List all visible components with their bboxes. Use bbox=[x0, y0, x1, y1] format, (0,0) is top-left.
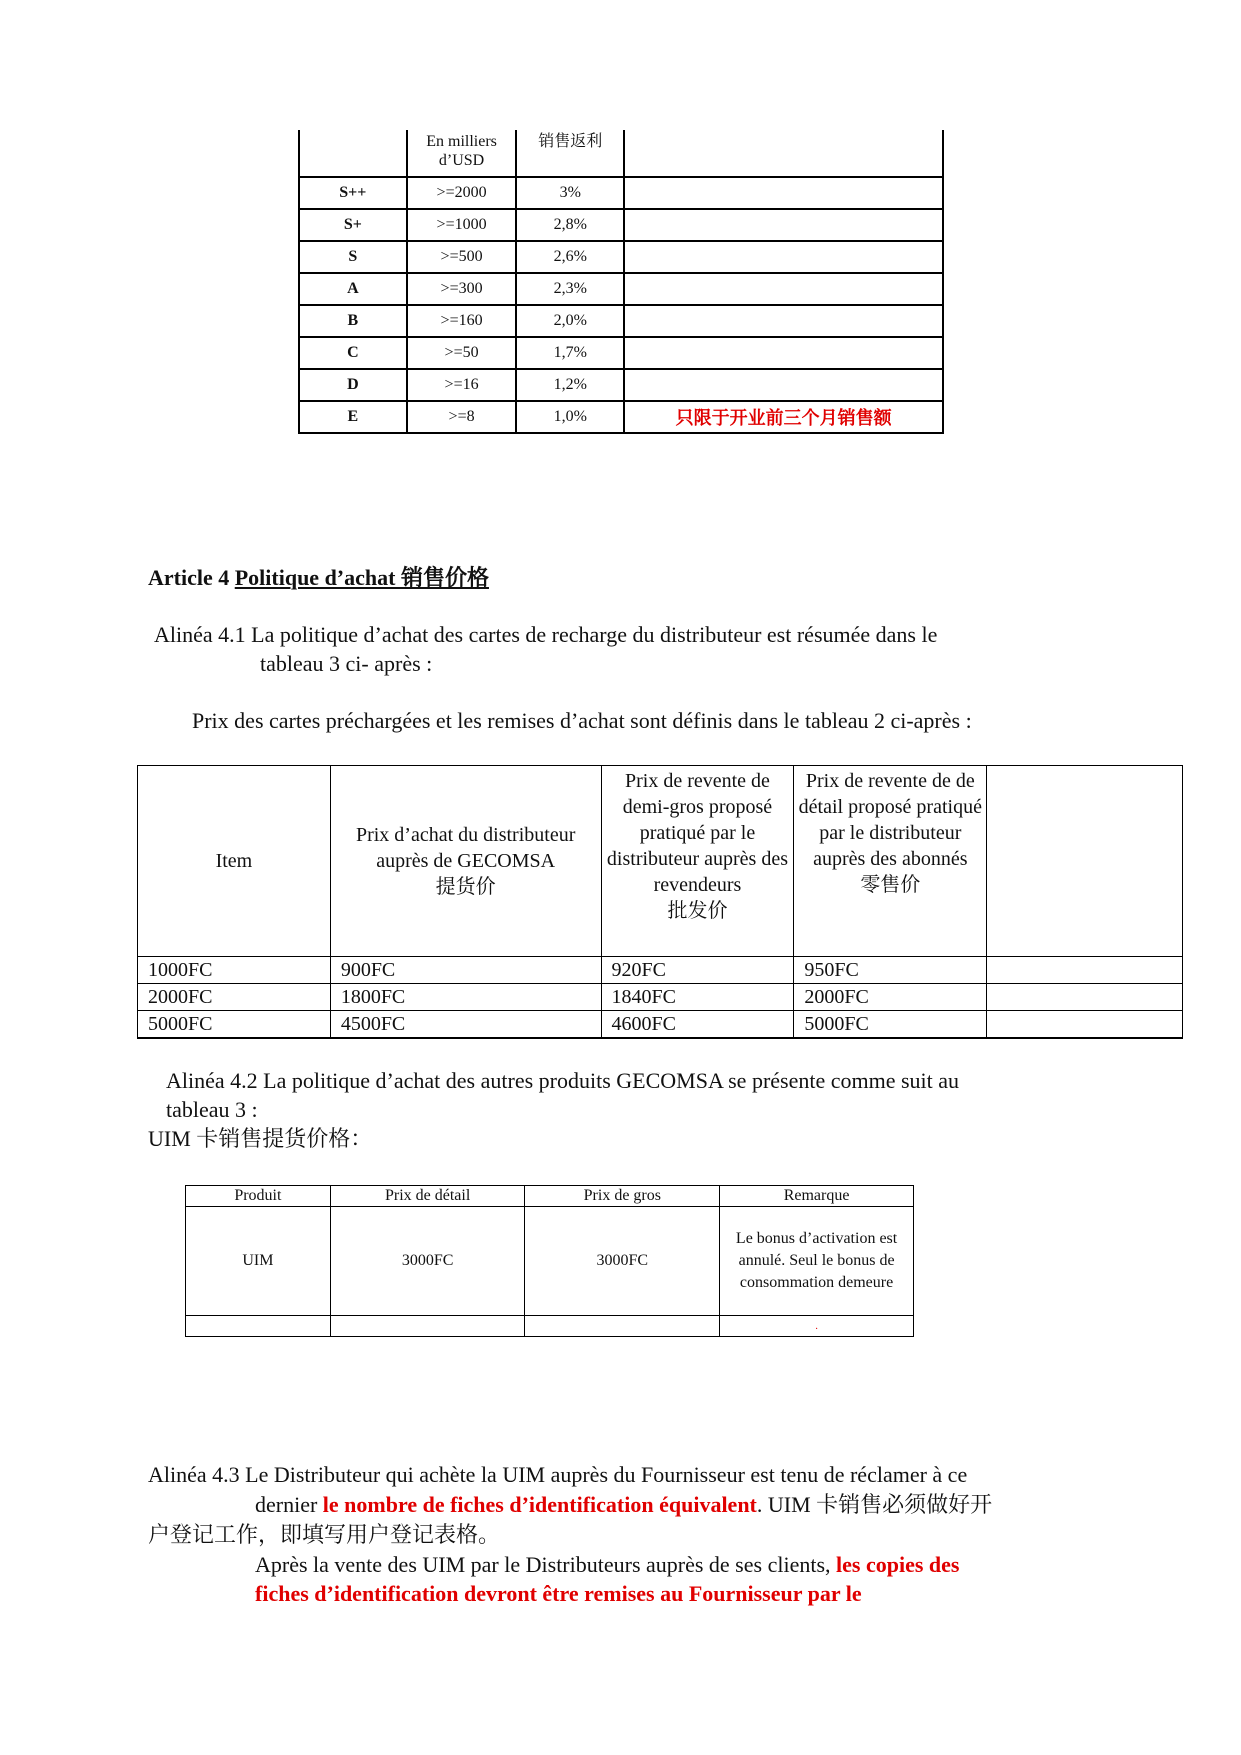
threshold-cell: >=1000 bbox=[407, 209, 517, 241]
rebate-table bbox=[298, 130, 944, 434]
purchase-price-cell: 4500FC bbox=[330, 1011, 601, 1039]
threshold-cell: >=2000 bbox=[407, 177, 517, 209]
retail-price-cell: 5000FC bbox=[794, 1011, 987, 1039]
alinea-4-3-text: Après la vente des UIM par le Distributeurs auprès de ses clients, bbox=[255, 1552, 837, 1577]
threshold-cell: >=16 bbox=[407, 369, 517, 401]
header-cell: Prix de gros bbox=[525, 1186, 720, 1207]
wholesale-price-cell: 920FC bbox=[601, 957, 794, 984]
alinea-4-2-line1: Alinéa 4.2 La politique d’achat des autres produits GECOMSA se présente comme suit au bbox=[166, 1068, 960, 1093]
threshold-cell: >=8 bbox=[407, 401, 517, 433]
note-cell bbox=[624, 369, 943, 401]
table-row bbox=[299, 209, 943, 241]
threshold-cell: >=300 bbox=[407, 273, 517, 305]
rate-cell: 1,2% bbox=[516, 369, 624, 401]
rate-cell: 2,0% bbox=[516, 305, 624, 337]
header-cell: Prix de détail bbox=[330, 1186, 525, 1207]
note-cell bbox=[624, 209, 943, 241]
table-row bbox=[186, 1316, 914, 1337]
article-title: Politique d’achat 销售价格 bbox=[234, 565, 489, 590]
retail-price-cell: 3000FC bbox=[330, 1207, 525, 1316]
item-cell: 5000FC bbox=[138, 1011, 331, 1039]
table-row bbox=[299, 241, 943, 273]
wholesale-price-cell: 4600FC bbox=[601, 1011, 794, 1039]
alinea-4-1-line2: tableau 3 ci- après : bbox=[260, 651, 433, 676]
tier-cell: S+ bbox=[299, 209, 407, 241]
header-cell: Prix d’achat du distributeur auprès de GECOMSA 提货价 bbox=[330, 766, 601, 957]
note-cell bbox=[624, 241, 943, 273]
rate-cell: 3% bbox=[516, 177, 624, 209]
remark-cell: Le bonus d’activation est annulé. Seul le bonus de consommation demeure bbox=[720, 1207, 914, 1316]
retail-price-cell: 2000FC bbox=[794, 984, 987, 1011]
table-row bbox=[299, 177, 943, 209]
header-cell: Prix de revente de demi-gros proposé pratiqué par le distributeur auprès des revendeurs 批发价 bbox=[601, 766, 794, 957]
alinea-4-3-line3: 户登记工作，即填写用户登记表格。 bbox=[148, 1522, 501, 1547]
empty-cell bbox=[987, 984, 1183, 1011]
table-row bbox=[299, 401, 943, 433]
note-cell bbox=[624, 337, 943, 369]
table-row bbox=[299, 305, 943, 337]
alinea-4-3-highlight: les copies des bbox=[836, 1552, 960, 1577]
empty-cell bbox=[330, 1316, 525, 1337]
rebate-table-header bbox=[299, 130, 943, 177]
rate-cell: 1,0% bbox=[516, 401, 624, 433]
retail-price-cell: 950FC bbox=[794, 957, 987, 984]
uim-table-header bbox=[186, 1186, 914, 1207]
prices-intro: Prix des cartes préchargées et les remises d’achat sont définis dans le tableau 2 ci-après : bbox=[192, 708, 972, 733]
table-row bbox=[299, 273, 943, 305]
wholesale-price-cell: 3000FC bbox=[525, 1207, 720, 1316]
threshold-cell: >=50 bbox=[407, 337, 517, 369]
rate-cell: 2,6% bbox=[516, 241, 624, 273]
empty-cell bbox=[525, 1316, 720, 1337]
article-heading bbox=[148, 561, 489, 592]
table-row bbox=[299, 337, 943, 369]
product-cell: UIM bbox=[186, 1207, 331, 1316]
threshold-cell: >=160 bbox=[407, 305, 517, 337]
empty-mark-cell: . bbox=[720, 1316, 914, 1337]
alinea-4-3-text: dernier bbox=[255, 1492, 323, 1517]
price-table-header bbox=[138, 766, 1183, 957]
header-cell: Item bbox=[138, 766, 331, 957]
item-cell: 2000FC bbox=[138, 984, 331, 1011]
table-row bbox=[186, 1207, 914, 1316]
purchase-price-cell: 1800FC bbox=[330, 984, 601, 1011]
alinea-4-3-line5: fiches d’identification devront être remises au Fournisseur par le bbox=[255, 1581, 862, 1606]
header-cell bbox=[987, 766, 1183, 957]
purchase-price-cell: 900FC bbox=[330, 957, 601, 984]
table-row bbox=[138, 984, 1183, 1011]
tier-cell: A bbox=[299, 273, 407, 305]
uim-caption: UIM 卡销售提货价格： bbox=[148, 1126, 373, 1151]
table-row bbox=[138, 957, 1183, 984]
note-cell bbox=[624, 305, 943, 337]
item-cell: 1000FC bbox=[138, 957, 331, 984]
table-row bbox=[299, 369, 943, 401]
alinea-4-3-highlight: le nombre de fiches d’identification équivalent bbox=[322, 1492, 757, 1517]
alinea-4-3-text: . UIM 卡销售必须做好开 bbox=[756, 1492, 993, 1517]
note-cell bbox=[624, 177, 943, 209]
price-table bbox=[137, 765, 1183, 1039]
empty-cell bbox=[987, 1011, 1183, 1039]
alinea-4-3-line2 bbox=[255, 1490, 992, 1519]
header-cell: Produit bbox=[186, 1186, 331, 1207]
header-cell: Remarque bbox=[720, 1186, 914, 1207]
header-cell: Prix de revente de de détail proposé pratiqué par le distributeur auprès des abonnés 零售价 bbox=[794, 766, 987, 957]
tier-cell: S bbox=[299, 241, 407, 273]
header-cell bbox=[299, 130, 407, 177]
rate-cell: 2,8% bbox=[516, 209, 624, 241]
note-cell bbox=[624, 273, 943, 305]
header-cell: 销售返利 bbox=[516, 130, 624, 177]
article-label: Article 4 bbox=[148, 565, 235, 590]
tier-cell: E bbox=[299, 401, 407, 433]
tier-cell: S++ bbox=[299, 177, 407, 209]
threshold-cell: >=500 bbox=[407, 241, 517, 273]
note-cell: 只限于开业前三个月销售额 bbox=[624, 401, 943, 433]
table-row bbox=[138, 1011, 1183, 1039]
header-cell: En milliers d’USD bbox=[407, 130, 517, 177]
alinea-4-1-line1: Alinéa 4.1 La politique d’achat des cartes de recharge du distributeur est résumée dans le bbox=[154, 622, 938, 647]
alinea-4-3-line4 bbox=[255, 1550, 959, 1579]
tier-cell: C bbox=[299, 337, 407, 369]
uim-price-table bbox=[185, 1185, 914, 1337]
alinea-4-3-line1: Alinéa 4.3 Le Distributeur qui achète la UIM auprès du Fournisseur est tenu de réclamer à ce bbox=[148, 1462, 968, 1487]
alinea-4-2-line2: tableau 3 : bbox=[166, 1097, 258, 1122]
empty-cell bbox=[186, 1316, 331, 1337]
header-cell bbox=[624, 130, 943, 177]
tier-cell: B bbox=[299, 305, 407, 337]
wholesale-price-cell: 1840FC bbox=[601, 984, 794, 1011]
rate-cell: 1,7% bbox=[516, 337, 624, 369]
rate-cell: 2,3% bbox=[516, 273, 624, 305]
empty-cell bbox=[987, 957, 1183, 984]
tier-cell: D bbox=[299, 369, 407, 401]
